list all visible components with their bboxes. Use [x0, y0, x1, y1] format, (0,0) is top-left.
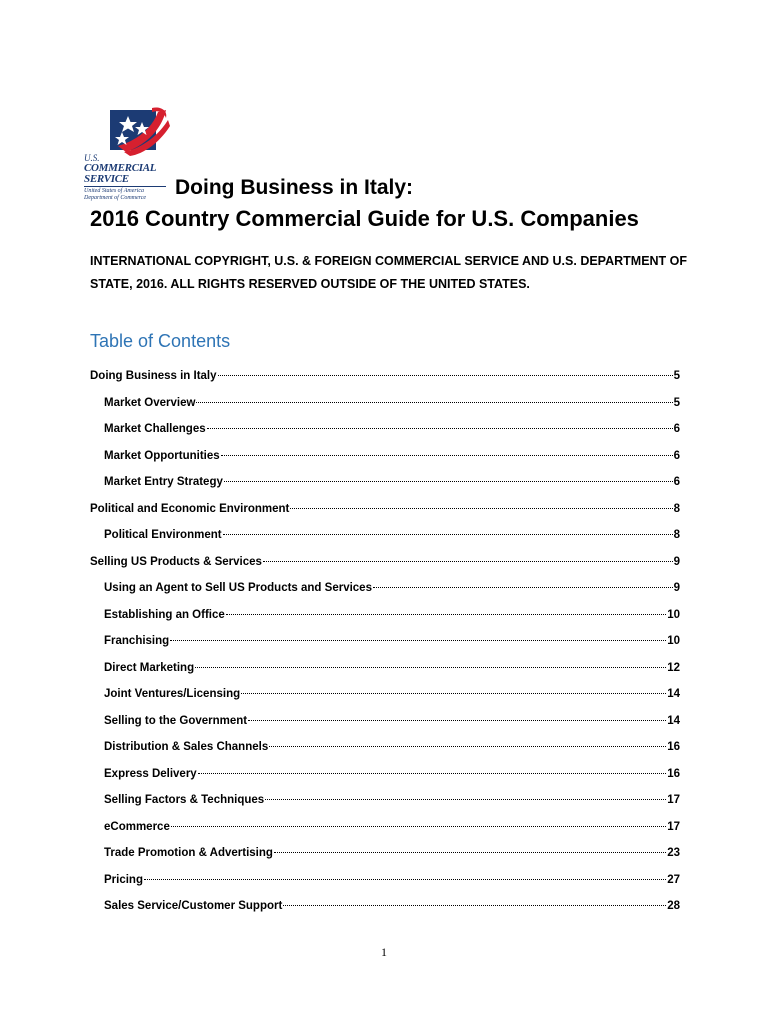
toc-entry[interactable]	[90, 655, 680, 682]
toc-entry-label: Selling to the Government	[104, 714, 248, 727]
toc-entry[interactable]	[90, 469, 680, 496]
copyright-notice: INTERNATIONAL COPYRIGHT, U.S. & FOREIGN COMMERCIAL SERVICE AND U.S. DEPARTMENT OF STATE, 2016. ALL RIGHTS RESERVED OUTSIDE OF THE UNITED STATES.	[90, 254, 688, 291]
flag-stars-logo-icon	[108, 106, 170, 158]
logo-divider	[84, 186, 166, 187]
toc-entry-page: 16	[667, 767, 680, 780]
toc-dot-leader	[170, 640, 666, 641]
toc-entry-label: Market Challenges	[104, 423, 206, 435]
toc-entry-label: Market Opportunities	[104, 449, 220, 462]
toc-entry-page: 6	[673, 423, 680, 435]
toc-entry[interactable]	[90, 602, 680, 629]
toc-entry-page: 8	[673, 502, 680, 515]
toc-entry[interactable]	[90, 496, 680, 523]
toc-entry-label: Pricing	[104, 873, 143, 886]
toc-dot-leader	[218, 375, 673, 376]
toc-entry-label: Direct Marketing	[104, 661, 195, 674]
toc-entry-page: 5	[673, 370, 680, 382]
toc-entry-label: Sales Service/Customer Support	[104, 900, 283, 912]
toc-entry[interactable]	[90, 522, 680, 549]
logo-line-usa: United States of America	[84, 188, 145, 194]
toc-entry-page: 6	[673, 476, 680, 488]
toc-entry-page: 27	[667, 873, 680, 886]
toc-entry[interactable]	[90, 575, 680, 602]
toc-entry-label: Doing Business in Italy	[90, 370, 217, 382]
document-title-line2: 2016 Country Commercial Guide for U.S. Companies	[90, 206, 639, 231]
toc-entry[interactable]	[90, 734, 680, 761]
toc-entry[interactable]	[90, 549, 680, 576]
toc-entry-page: 17	[667, 820, 680, 833]
toc-entry-page: 16	[667, 741, 680, 753]
logo-line-us: U.S.	[84, 153, 100, 163]
toc-entry-page: 9	[673, 555, 680, 568]
toc-entry[interactable]	[90, 867, 680, 894]
toc-dot-leader	[274, 852, 666, 853]
toc-entry[interactable]	[90, 443, 680, 470]
toc-entry[interactable]	[90, 840, 680, 867]
toc-entry-label: Establishing an Office	[104, 608, 225, 621]
document-title-line1: Doing Business in Italy:	[175, 176, 414, 199]
toc-entry-label: Franchising	[104, 635, 170, 647]
toc-dot-leader	[195, 667, 666, 668]
toc-heading: Table of Contents	[90, 331, 231, 351]
toc-dot-leader	[373, 587, 673, 588]
toc-entry-page: 12	[667, 661, 680, 674]
toc-entry-label: Selling Factors & Techniques	[104, 794, 265, 806]
toc-entry[interactable]	[90, 814, 680, 841]
toc-entry-page: 10	[667, 608, 680, 621]
toc-entry-page: 17	[667, 794, 680, 806]
toc-entry[interactable]	[90, 787, 680, 814]
toc-dot-leader	[171, 826, 666, 827]
toc-dot-leader	[196, 402, 672, 403]
toc-dot-leader	[265, 799, 666, 800]
toc-entry-page: 6	[673, 449, 680, 462]
toc-entry-page: 28	[667, 900, 680, 912]
toc-entry-label: Joint Ventures/Licensing	[104, 688, 241, 700]
toc-entry[interactable]	[90, 363, 680, 390]
toc-entry[interactable]	[90, 390, 680, 417]
toc-entry-page: 5	[673, 396, 680, 409]
toc-dot-leader	[207, 428, 673, 429]
toc-entry-page: 23	[667, 847, 680, 859]
toc-entry[interactable]	[90, 681, 680, 708]
toc-entry-label: Market Entry Strategy	[104, 476, 223, 488]
logo-line-commercial: COMMERCIAL	[84, 162, 157, 174]
toc-entry-page: 9	[673, 582, 680, 594]
toc-entry[interactable]	[90, 416, 680, 443]
toc-entry-label: Political Environment	[104, 529, 222, 541]
toc-entry-label: Using an Agent to Sell US Products and Services	[104, 582, 372, 594]
toc-entry[interactable]	[90, 628, 680, 655]
page-number: 1	[381, 945, 387, 959]
toc-entry[interactable]	[90, 893, 680, 920]
toc-entry-page: 8	[673, 529, 680, 541]
toc-entry-page: 14	[667, 714, 680, 727]
logo-line-service: SERVICE	[84, 173, 129, 185]
toc-entry-label: Political and Economic Environment	[90, 502, 290, 515]
toc-dot-leader	[290, 508, 672, 509]
toc-dot-leader	[263, 561, 673, 562]
toc-dot-leader	[223, 534, 673, 535]
toc-entry-label: Selling US Products & Services	[90, 555, 262, 568]
toc-entry[interactable]	[90, 708, 680, 735]
toc-entry-label: Trade Promotion & Advertising	[104, 847, 273, 859]
toc-dot-leader	[226, 614, 666, 615]
logo-line-doc: Department of Commerce	[84, 194, 147, 201]
toc-dot-leader	[221, 455, 673, 456]
toc-dot-leader	[269, 746, 666, 747]
toc-dot-leader	[248, 720, 666, 721]
toc-entry-page: 10	[667, 635, 680, 647]
table-of-contents	[90, 363, 680, 920]
toc-entry[interactable]	[90, 761, 680, 788]
toc-dot-leader	[224, 481, 673, 482]
toc-entry-label: Express Delivery	[104, 767, 197, 780]
toc-entry-label: eCommerce	[104, 820, 170, 833]
logo-wordmark	[84, 154, 178, 201]
toc-entry-label: Distribution & Sales Channels	[104, 741, 269, 753]
toc-dot-leader	[241, 693, 666, 694]
toc-dot-leader	[198, 773, 667, 774]
toc-entry-page: 14	[667, 688, 680, 700]
toc-dot-leader	[283, 905, 666, 906]
toc-dot-leader	[144, 879, 666, 880]
toc-entry-label: Market Overview	[104, 396, 196, 409]
